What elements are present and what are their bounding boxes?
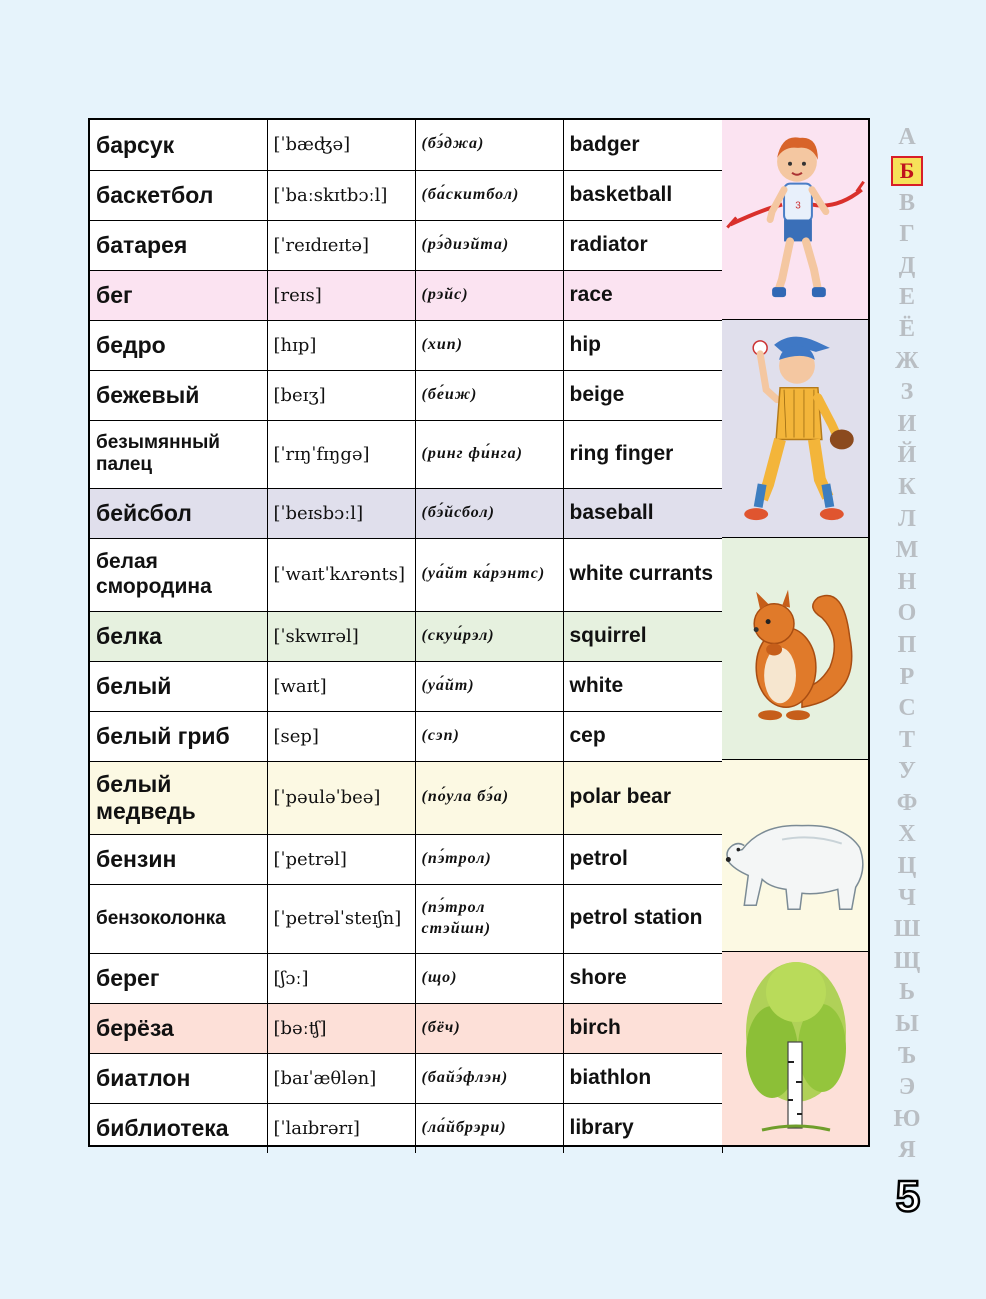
russian-word: белый <box>90 661 267 711</box>
svg-text:3: 3 <box>795 200 801 212</box>
russian-word: берёза <box>90 1003 267 1053</box>
runner-illustration <box>722 120 868 320</box>
alphabet-letter[interactable]: Ь <box>899 979 915 1006</box>
english-word: library <box>563 1103 722 1153</box>
transcription: [bəːʧ] <box>267 1003 415 1053</box>
russian-transliteration: (рэйс) <box>415 270 563 320</box>
russian-word: белый гриб <box>90 711 267 761</box>
russian-transliteration: (сэп) <box>415 711 563 761</box>
alphabet-letter[interactable]: У <box>898 758 916 785</box>
russian-word: бег <box>90 270 267 320</box>
alphabet-letter[interactable]: Г <box>899 221 915 248</box>
transcription: [ˈpetrəlˈsteɪʃn] <box>267 884 415 953</box>
russian-transliteration: (бе́иж) <box>415 370 563 420</box>
transcription: [ˈwaɪtˈkʌrənts] <box>267 538 415 611</box>
birch-illustration <box>722 952 868 1145</box>
table-row <box>90 761 722 834</box>
alphabet-letter[interactable]: Ъ <box>897 1042 917 1069</box>
table-row <box>90 1003 722 1053</box>
alphabet-letter[interactable]: Н <box>897 568 917 595</box>
alphabet-letter[interactable]: Л <box>898 505 916 532</box>
alphabet-letter[interactable]: Д <box>898 252 916 279</box>
alphabet-letter[interactable]: Ж <box>895 347 919 374</box>
russian-transliteration: (уа́йт) <box>415 661 563 711</box>
runner-boy-icon <box>722 120 868 319</box>
russian-transliteration: (бэ́йсбол) <box>415 488 563 538</box>
english-word: basketball <box>563 170 722 220</box>
dictionary-table <box>88 118 870 1147</box>
transcription: [reɪs] <box>267 270 415 320</box>
alphabet-letter[interactable]: Ф <box>896 789 918 816</box>
russian-transliteration: (хип) <box>415 320 563 370</box>
transcription: [ˈpəuləˈbeə] <box>267 761 415 834</box>
transcription: [sep] <box>267 711 415 761</box>
alphabet-letter[interactable]: Е <box>898 284 915 311</box>
alphabet-letter[interactable]: С <box>898 695 916 722</box>
english-word: white <box>563 661 722 711</box>
transcription: [waɪt] <box>267 661 415 711</box>
table-row <box>90 370 722 420</box>
english-word: petrol station <box>563 884 722 953</box>
squirrel-illustration <box>722 538 868 760</box>
birch-tree-icon <box>722 952 868 1145</box>
russian-transliteration: (байэ́флэн) <box>415 1053 563 1103</box>
russian-transliteration: (ринг фи́нга) <box>415 420 563 488</box>
transcription: [ʃɔː] <box>267 953 415 1003</box>
english-word: hip <box>563 320 722 370</box>
alphabet-letter[interactable]: А <box>898 124 916 150</box>
transcription: [beɪʒ] <box>267 370 415 420</box>
russian-transliteration: (що) <box>415 953 563 1003</box>
english-word: race <box>563 270 722 320</box>
transcription: [ˈbeɪsbɔːl] <box>267 488 415 538</box>
alphabet-letter[interactable]: Я <box>898 1137 916 1164</box>
alphabet-letter[interactable]: Ш <box>893 916 921 943</box>
page-number: 5 <box>895 1172 921 1221</box>
baseball-player-icon <box>722 320 868 537</box>
transcription: [ˈrɪŋˈfɪŋgə] <box>267 420 415 488</box>
alphabet-letter[interactable]: Ц <box>897 853 917 880</box>
russian-word: белая смородина <box>90 538 267 611</box>
russian-word: батарея <box>90 220 267 270</box>
russian-word: бейсбол <box>90 488 267 538</box>
english-word: petrol <box>563 834 722 884</box>
table-row <box>90 120 722 170</box>
table-row <box>90 320 722 370</box>
table-row <box>90 834 722 884</box>
polar-bear-illustration <box>722 760 868 952</box>
english-word: baseball <box>563 488 722 538</box>
table-row <box>90 420 722 488</box>
russian-word: белый медведь <box>90 761 267 834</box>
english-word: badger <box>563 120 722 170</box>
russian-word: белка <box>90 611 267 661</box>
transcription: [ˈbæʤə] <box>267 120 415 170</box>
table-row <box>90 1103 722 1153</box>
alphabet-letter[interactable]: М <box>895 537 919 564</box>
table-row <box>90 538 722 611</box>
transcription: [ˈbaːskɪtbɔːl] <box>267 170 415 220</box>
russian-word: безымянный палец <box>90 420 267 488</box>
russian-word: берег <box>90 953 267 1003</box>
alphabet-letter[interactable]: Й <box>897 442 917 469</box>
table-row <box>90 488 722 538</box>
alphabet-letter[interactable]: Ю <box>893 1105 921 1132</box>
russian-transliteration: (уа́йт ка́рэнтс) <box>415 538 563 611</box>
polar-bear-icon <box>722 760 868 951</box>
transcription: [ˈreɪdɪeɪtə] <box>267 220 415 270</box>
alphabet-letter[interactable]: Р <box>899 663 915 690</box>
table-row <box>90 1053 722 1103</box>
alphabet-letter[interactable]: Э <box>898 1074 916 1101</box>
english-word: ring finger <box>563 420 722 488</box>
alphabet-letter[interactable]: Ё <box>898 315 915 342</box>
alphabet-letter[interactable]: В <box>898 189 915 216</box>
transcription: [ˈskwɪrəl] <box>267 611 415 661</box>
russian-word: библиотека <box>90 1103 267 1153</box>
alphabet-letter[interactable]: Ч <box>898 884 916 911</box>
table-row <box>90 170 722 220</box>
russian-transliteration: (пэ́трол стэйшн) <box>415 884 563 953</box>
alphabet-letter[interactable]: Т <box>898 726 915 753</box>
english-word: cep <box>563 711 722 761</box>
russian-word: барсук <box>90 120 267 170</box>
illustration-column <box>722 120 868 1145</box>
table-row <box>90 270 722 320</box>
alphabet-letter[interactable]: К <box>898 473 916 500</box>
russian-word: бежевый <box>90 370 267 420</box>
alphabet-letter[interactable]: О <box>897 600 917 627</box>
russian-word: биатлон <box>90 1053 267 1103</box>
russian-word: бедро <box>90 320 267 370</box>
alphabet-letter[interactable]: П <box>897 631 917 658</box>
english-word: radiator <box>563 220 722 270</box>
english-word: beige <box>563 370 722 420</box>
english-word: polar bear <box>563 761 722 834</box>
russian-transliteration: (скуи́рэл) <box>415 611 563 661</box>
alphabet-letter[interactable]: З <box>900 379 914 406</box>
russian-transliteration: (бёч) <box>415 1003 563 1053</box>
russian-transliteration: (по́ула бэ́а) <box>415 761 563 834</box>
alphabet-letter-active[interactable]: Б <box>891 156 923 186</box>
squirrel-icon <box>722 538 868 759</box>
english-word: shore <box>563 953 722 1003</box>
transcription: [ˈlaɪbrərɪ] <box>267 1103 415 1153</box>
english-word: white currants <box>563 538 722 611</box>
alphabet-letter[interactable]: И <box>897 410 917 437</box>
word-table <box>90 120 723 1153</box>
russian-transliteration: (ба́скитбол) <box>415 170 563 220</box>
table-row <box>90 611 722 661</box>
transcription: [hɪp] <box>267 320 415 370</box>
russian-word: баскетбол <box>90 170 267 220</box>
russian-transliteration: (ла́йбрэри) <box>415 1103 563 1153</box>
table-row <box>90 953 722 1003</box>
alphabet-letter[interactable]: Х <box>898 821 916 848</box>
transcription: [baɪˈæθlən] <box>267 1053 415 1103</box>
alphabet-letter[interactable]: Ы <box>895 1011 919 1038</box>
transcription: [ˈpetrəl] <box>267 834 415 884</box>
english-word: biathlon <box>563 1053 722 1103</box>
alphabet-index <box>890 122 924 1167</box>
table-row <box>90 661 722 711</box>
english-word: birch <box>563 1003 722 1053</box>
russian-transliteration: (пэ́трол) <box>415 834 563 884</box>
russian-word: бензоколонка <box>90 884 267 953</box>
english-word: squirrel <box>563 611 722 661</box>
table-row <box>90 884 722 953</box>
russian-transliteration: (бэ́джа) <box>415 120 563 170</box>
alphabet-letter[interactable]: Щ <box>893 947 921 974</box>
baseball-illustration <box>722 320 868 538</box>
table-row <box>90 220 722 270</box>
table-row <box>90 711 722 761</box>
russian-word: бензин <box>90 834 267 884</box>
russian-transliteration: (рэ́диэйта) <box>415 220 563 270</box>
